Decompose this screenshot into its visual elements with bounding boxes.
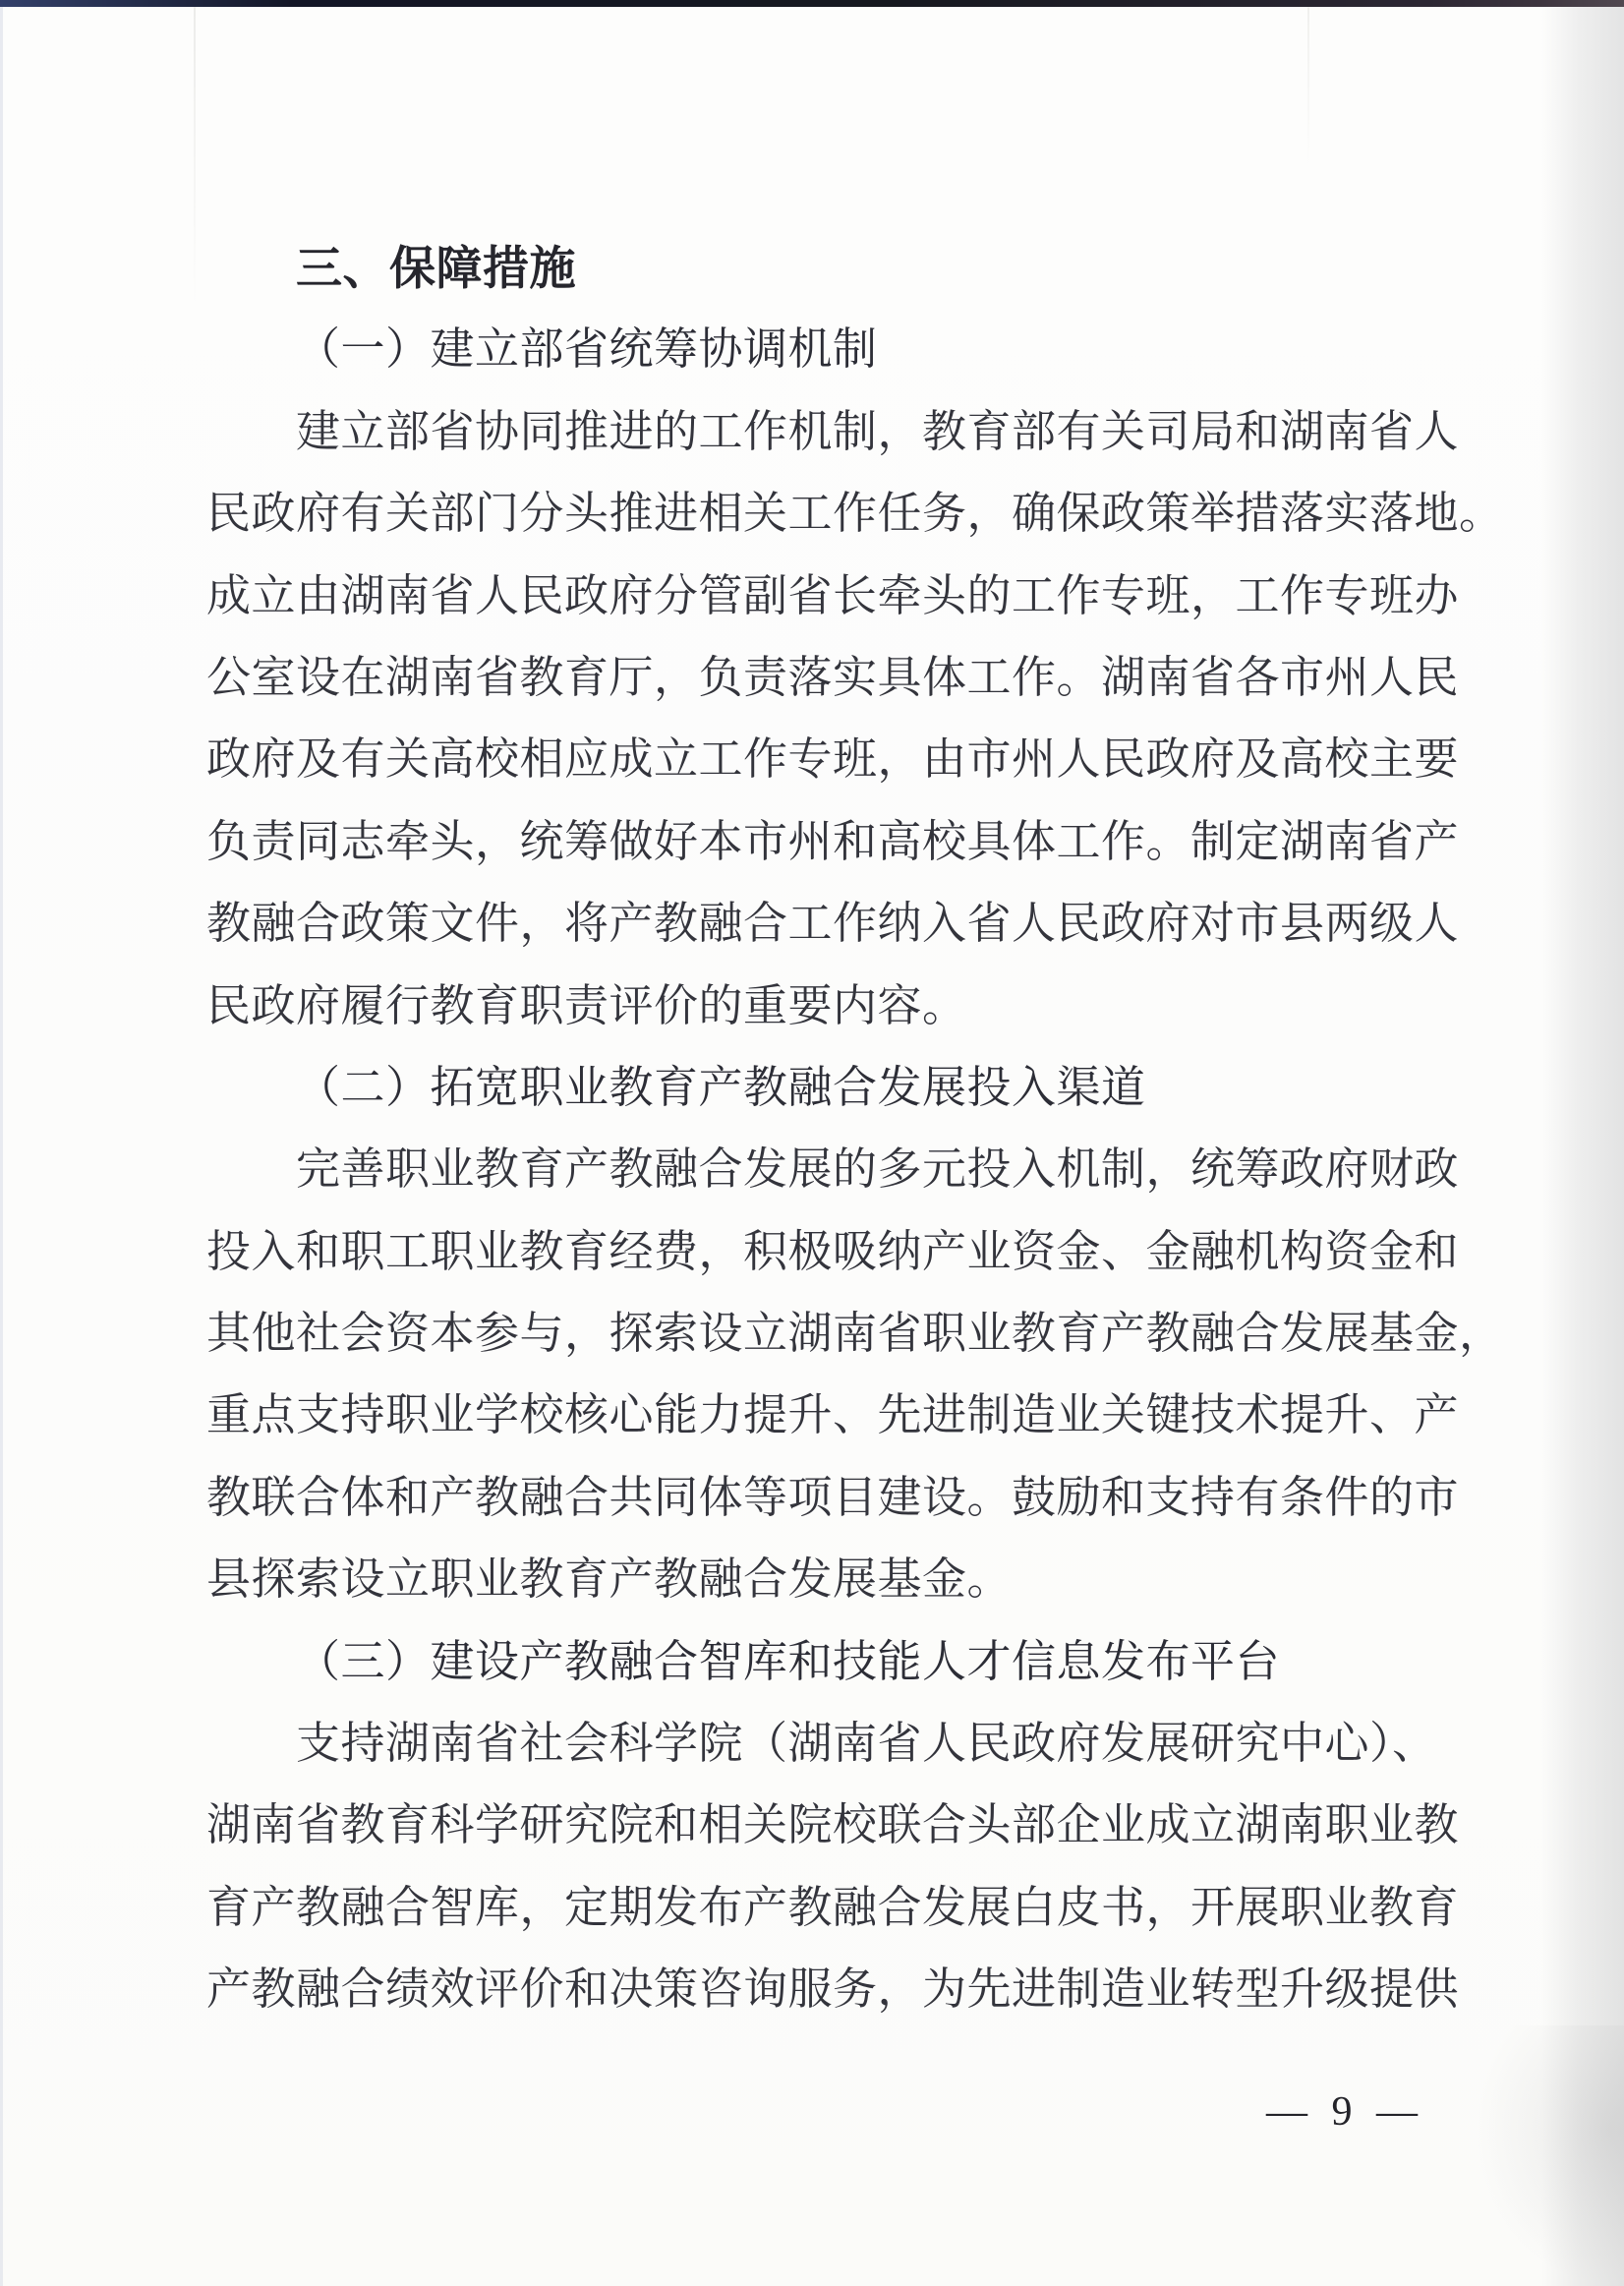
doc-line: 政府及有关高校相应成立工作专班，由市州人民政府及高校主要 xyxy=(206,734,1460,785)
scan-top-edge-artifact xyxy=(0,0,1624,7)
doc-line: 民政府履行教育职责评价的重要内容。 xyxy=(206,980,967,1030)
subsection-heading-1: （一）建立部省统筹协调机制 xyxy=(296,324,878,375)
page-number: — 9 — xyxy=(1266,2089,1424,2135)
document-body xyxy=(206,227,1504,2031)
doc-line: 教联合体和产教融合共同体等项目建设。鼓励和支持有条件的市 xyxy=(206,1472,1460,1522)
doc-line: 重点支持职业学校核心能力提升、先进制造业关键技术提升、产 xyxy=(206,1390,1460,1440)
doc-line: 完善职业教育产教融合发展的多元投入机制，统筹政府财政 xyxy=(296,1144,1460,1195)
doc-line: 成立由湖南省人民政府分管副省长牵头的工作专班，工作专班办 xyxy=(206,570,1460,620)
subsection-heading-3: （三）建设产教融合智库和技能人才信息发布平台 xyxy=(296,1636,1281,1686)
doc-line: 县探索设立职业教育产教融合发展基金。 xyxy=(206,1554,1013,1605)
scan-left-edge-artifact xyxy=(0,7,3,2286)
doc-line: 支持湖南省社会科学院（湖南省人民政府发展研究中心）、 xyxy=(296,1719,1437,1769)
doc-line: 建立部省协同推进的工作机制，教育部有关司局和湖南省人 xyxy=(296,406,1460,456)
doc-line: 产教融合绩效评价和决策咨询服务，为先进制造业转型升级提供 xyxy=(206,1964,1460,2015)
doc-line: 教融合政策文件，将产教融合工作纳入省人民政府对市县两级人 xyxy=(206,899,1460,949)
doc-line: 育产教融合智库，定期发布产教融合发展白皮书，开展职业教育 xyxy=(206,1882,1460,1932)
paper-crease-left xyxy=(194,7,196,302)
doc-line: 投入和职工职业教育经费，积极吸纳产业资金、金融机构资金和 xyxy=(206,1226,1460,1276)
scan-right-shadow xyxy=(1541,0,1624,2286)
section-heading: 三、保障措施 xyxy=(296,242,576,294)
scan-right-corner-smudge xyxy=(1475,2025,1624,2286)
paper-crease-right xyxy=(1307,7,1309,164)
doc-line: 湖南省教育科学研究院和相关院校联合头部企业成立湖南职业教 xyxy=(206,1800,1460,1850)
doc-line: 民政府有关部门分头推进相关工作任务，确保政策举措落实落地。 xyxy=(206,489,1504,539)
doc-line: 公室设在湖南省教育厅，负责落实具体工作。湖南省各市州人民 xyxy=(206,652,1460,702)
doc-line: 负责同志牵头，统筹做好本市州和高校具体工作。制定湖南省产 xyxy=(206,816,1460,866)
subsection-heading-2: （二）拓宽职业教育产教融合发展投入渠道 xyxy=(296,1062,1146,1112)
doc-line: 其他社会资本参与，探索设立湖南省职业教育产教融合发展基金， xyxy=(206,1309,1504,1359)
